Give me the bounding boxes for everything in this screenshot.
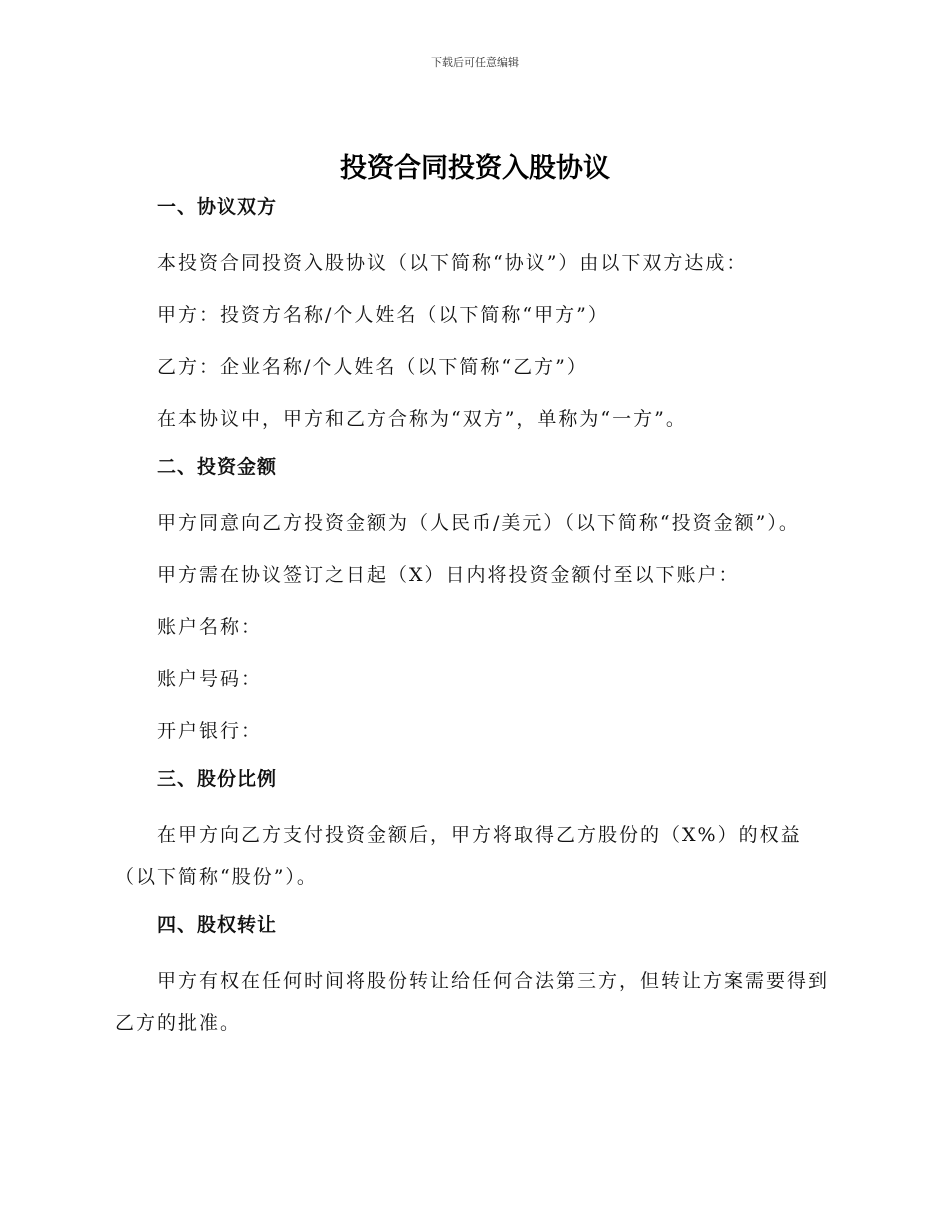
section-heading-equity-transfer: 四、股权转让 — [157, 914, 278, 936]
paragraph: 在甲方向乙方支付投资金额后，甲方将取得乙方股份的（X%）的权益（以下简称“股份”）。 — [115, 824, 802, 888]
section-heading-share-ratio: 三、股份比例 — [157, 768, 278, 790]
paragraph: 在本协议中，甲方和乙方合称为“双方”，单称为“一方”。 — [157, 408, 687, 430]
paragraph: 本投资合同投资入股协议（以下简称“协议”）由以下双方达成： — [157, 252, 748, 274]
paragraph: 乙方：企业名称/个人姓名（以下简称“乙方”） — [157, 356, 588, 378]
section-heading-parties: 一、协议双方 — [157, 196, 278, 218]
document-title: 投资合同投资入股协议 — [340, 153, 610, 184]
paragraph: 甲方：投资方名称/个人姓名（以下简称“甲方”） — [157, 304, 609, 326]
header-note: 下载后可任意编辑 — [431, 56, 519, 69]
bank-field: 开户银行： — [157, 720, 263, 742]
paragraph: 甲方同意向乙方投资金额为（人民币/美元）（以下简称“投资金额”）。 — [157, 512, 800, 534]
section-heading-investment-amount: 二、投资金额 — [157, 456, 278, 478]
account-number-field: 账户号码： — [157, 668, 263, 690]
paragraph: 甲方有权在任何时间将股份转让给任何合法第三方，但转让方案需要得到乙方的批准。 — [115, 970, 830, 1034]
document-body — [115, 190, 835, 1054]
paragraph: 甲方需在协议签订之日起（X）日内将投资金额付至以下账户： — [157, 564, 740, 586]
account-name-field: 账户名称： — [157, 616, 263, 638]
